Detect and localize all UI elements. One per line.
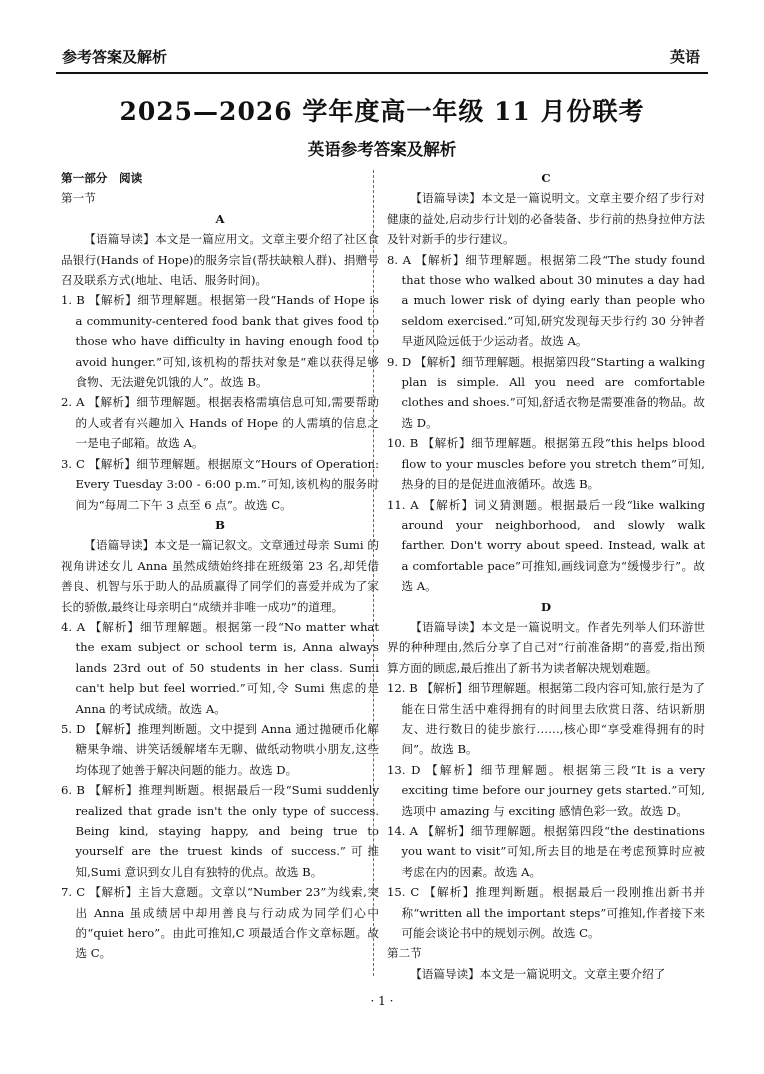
paragraph: 第一节 [61,191,96,206]
paragraph: 11. A 【解析】词义猜测题。根据最后一段“like walking around your neighborhood, and slowly walk farther. Don't worry about speed. Instead, walk at a comfortable pace”可推知,画线词意为“缓慢步行”。故选 A。 [387,497,705,594]
paragraph: C [541,171,551,185]
paragraph: 8. A 【解析】细节理解题。根据第二段“The study found that those who walked about 30 minutes a day had a much lower risk of dying early than people who seldom exercised.”可知,研究发现每天步行约 30 分钟者早逝风险远低于少运动者。故选 A。 [387,252,705,349]
paragraph: 15. C 【解析】推理判断题。根据最后一段刚推出新书并称“written all the important steps”可推知,作者接下来可能会谈论书中的规划示例。故选 C。 [387,885,705,941]
header-left: 参考答案及解析 [62,48,168,66]
paragraph: D [540,599,552,614]
paragraph: 【语篇导读】本文是一篇说明文。文章主要介绍了步行对健康的益处,启动步行计划的必备装备、步行前的热身拉伸方法及针对新手的步行建议。 [387,191,705,247]
page-number: · 1 · [370,994,394,1008]
paragraph: 3. C 【解析】细节理解题。根据原文“Hours of Operation: Every Tuesday 3:00 - 6:00 p.m.”可知,该机构的服务时间为“每周二下午 3 点至 6 点”。故选 C。 [61,456,379,512]
header-right: 英语 [669,48,700,66]
paragraph: 第一部分 阅读 [61,171,143,185]
paragraph: A [215,211,225,226]
paragraph: 12. B 【解析】细节理解题。根据第二段内容可知,旅行是为了能在日常生活中难得拥有的时间里去欣赏日落、结识新朋友、进行数日的徒步旅行……,核心即“享受难得拥有的时间”。故选 B。 [387,681,705,757]
paragraph: 14. A 【解析】细节理解题。根据第四段“the destinations you want to visit”可知,所去目的地是在考虑预算时应被考虑在内的因素。故选 A。 [387,824,705,879]
paragraph: B [215,517,225,532]
paragraph: 第二节 [387,946,422,961]
paragraph: 【语篇导读】本文是一篇说明文。作者先列举人们环游世界的种种理由,然后分享了自己对“行前准备期”的喜爱,指出预算方面的顾虑,最后推出了新书为读者解决规划难题。 [387,619,705,675]
paragraph: 7. C 【解析】主旨大意题。文章以“Number 23”为线索,突出 Anna 虽成绩居中却用善良与行动成为同学们心中的“quiet hero”。由此可推知,C 项最适合作文章标题。故选 C。 [61,885,379,961]
right-column [387,168,705,984]
paragraph: 4. A 【解析】细节理解题。根据第一段“No matter what the exam subject or school term is, Anna always lands 23rd out of 50 students in her class. Sumi can't help but feel worried.”可知,令 Sumi 焦虑的是 Anna 的考试成绩。故选 A。 [61,619,379,716]
paragraph: 【语篇导读】本文是一篇应用文。文章主要介绍了社区食品银行(Hands of Hope)的服务宗旨(帮扶缺粮人群)、捐赠号召及联系方式(地址、电话、服务时间)。 [61,232,379,288]
page-title: 2025—2026 学年度高一年级 11 月份联考 [119,97,645,126]
paragraph: 5. D 【解析】推理判断题。文中提到 Anna 通过抛硬币化解糖果争端、讲笑话缓解堵车无聊、做纸动物哄小朋友,这些均体现了她善于解决问题的能力。故选 D。 [61,721,379,777]
paragraph: 13. D 【解析】细节理解题。根据第三段“It is a very exciting time before our journey gets started.”可知,选项中 amazing 与 exciting 感情色彩一致。故选 D。 [387,762,705,818]
paragraph: 【语篇导读】本文是一篇说明文。文章主要介绍了 [410,966,666,981]
paragraph: 6. B 【解析】推理判断题。根据最后一段“Sumi suddenly realized that grade isn't the only type of success. Being kind, staying happy, and being true to yourself are the truest kinds of success.”可推知,Sumi 意识到女儿自有独特的优点。故选 B。 [61,783,379,879]
left-column [61,168,379,964]
paragraph: 【语篇导读】本文是一篇记叙文。文章通过母亲 Sumi 的视角讲述女儿 Anna 虽然成绩始终排在班级第 23 名,却凭借善良、机智与乐于助人的品质赢得了同学们的喜爱并成为了家长的骄傲,最终让母亲明白“成绩并非唯一成功”的道理。 [61,538,379,614]
paragraph: 9. D 【解析】细节理解题。根据第四段“Starting a walking plan is simple. All you need are comfortable clothes and shoes.”可知,舒适衣物是需要准备的物品。故选 D。 [387,354,705,430]
header-rule [56,72,708,74]
paragraph: 1. B 【解析】细节理解题。根据第一段“Hands of Hope is a community-centered food bank that gives food to those who have difficulty in having enough food to avoid hunger.”可知,该机构的帮扶对象是“难以获得足够食物、无法避免饥饿的人”。故选 B。 [61,293,379,390]
column-divider [373,170,374,976]
paragraph: 10. B 【解析】细节理解题。根据第五段“this helps blood flow to your muscles before you stretch them”可知,热身的目的是促进血液循环。故选 B。 [387,436,705,492]
page-subtitle: 英语参考答案及解析 [307,140,457,159]
paragraph: 2. A 【解析】细节理解题。根据表格需填信息可知,需要帮助的人或者有兴趣加入 Hands of Hope 的人需填的信息之一是电子邮箱。故选 A。 [61,395,379,451]
